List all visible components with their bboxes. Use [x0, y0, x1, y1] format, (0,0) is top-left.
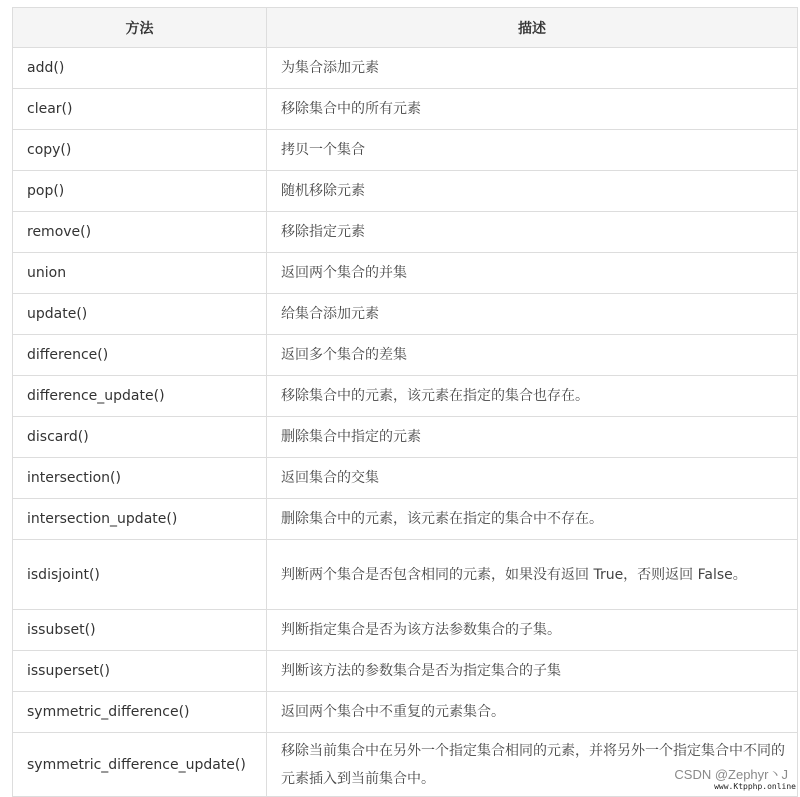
method-cell: discard()	[13, 417, 267, 458]
table-row	[13, 651, 798, 692]
method-cell: symmetric_difference()	[13, 692, 267, 733]
method-cell: intersection_update()	[13, 499, 267, 540]
table-row	[13, 171, 798, 212]
csdn-watermark: CSDN @Zephyr丶J	[672, 764, 790, 783]
description-cell: 返回多个集合的差集	[267, 335, 798, 376]
table-row	[13, 212, 798, 253]
header-description: 描述	[267, 8, 798, 48]
header-row	[13, 8, 798, 48]
methods-table	[12, 7, 798, 797]
table-row	[13, 610, 798, 651]
description-cell: 删除集合中的元素，该元素在指定的集合中不存在。	[267, 499, 798, 540]
table-row	[13, 458, 798, 499]
table-body	[13, 48, 798, 797]
method-cell: isdisjoint()	[13, 540, 267, 610]
description-cell: 移除集合中的元素，该元素在指定的集合也存在。	[267, 376, 798, 417]
header-method: 方法	[13, 8, 267, 48]
description-cell: 返回两个集合中不重复的元素集合。	[267, 692, 798, 733]
table-row	[13, 499, 798, 540]
description-cell: 判断该方法的参数集合是否为指定集合的子集	[267, 651, 798, 692]
method-cell: issubset()	[13, 610, 267, 651]
description-cell: 移除指定元素	[267, 212, 798, 253]
table-row	[13, 48, 798, 89]
table-row	[13, 294, 798, 335]
method-cell: union	[13, 253, 267, 294]
method-cell: add()	[13, 48, 267, 89]
method-cell: intersection()	[13, 458, 267, 499]
method-cell: copy()	[13, 130, 267, 171]
description-cell: 返回两个集合的并集	[267, 253, 798, 294]
description-cell: 返回集合的交集	[267, 458, 798, 499]
description-cell: 随机移除元素	[267, 171, 798, 212]
table-row	[13, 130, 798, 171]
table-row	[13, 540, 798, 610]
description-cell: 移除当前集合中在另外一个指定集合相同的元素，并将另外一个指定集合中不同的元素插入到当前集合中。	[267, 733, 798, 797]
table-row	[13, 89, 798, 130]
description-cell: 给集合添加元素	[267, 294, 798, 335]
description-cell: 移除集合中的所有元素	[267, 89, 798, 130]
table-row	[13, 335, 798, 376]
table-row	[13, 417, 798, 458]
description-cell: 删除集合中指定的元素	[267, 417, 798, 458]
description-cell: 判断两个集合是否包含相同的元素，如果没有返回 True，否则返回 False。	[267, 540, 798, 610]
method-cell: difference_update()	[13, 376, 267, 417]
method-cell: remove()	[13, 212, 267, 253]
method-cell: pop()	[13, 171, 267, 212]
table-header	[13, 8, 798, 48]
table-row	[13, 253, 798, 294]
method-cell: symmetric_difference_update()	[13, 733, 267, 797]
site-watermark: www.Ktpphp.online	[714, 782, 796, 791]
description-cell: 判断指定集合是否为该方法参数集合的子集。	[267, 610, 798, 651]
method-cell: difference()	[13, 335, 267, 376]
description-cell: 拷贝一个集合	[267, 130, 798, 171]
table-row	[13, 376, 798, 417]
method-cell: issuperset()	[13, 651, 267, 692]
table-row	[13, 692, 798, 733]
method-cell: clear()	[13, 89, 267, 130]
description-cell: 为集合添加元素	[267, 48, 798, 89]
method-cell: update()	[13, 294, 267, 335]
